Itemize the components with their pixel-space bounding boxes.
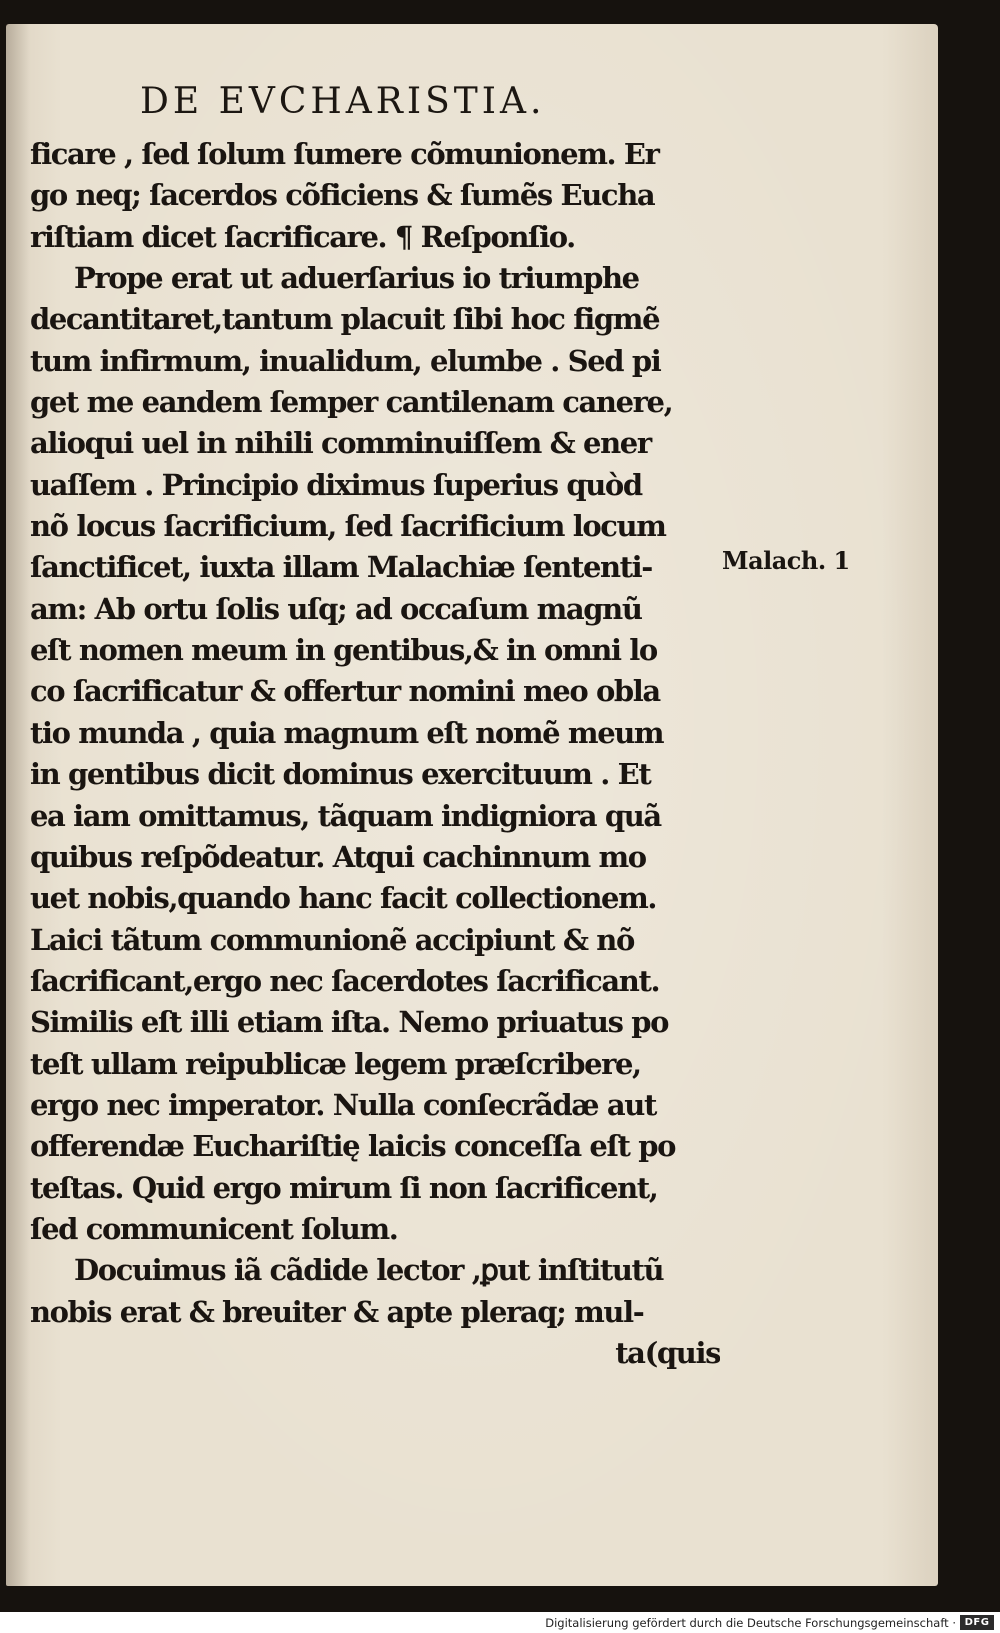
text-line: Docuimus iã cãdide lector ,ꝑut inſtitutũ [74, 1253, 664, 1288]
text-line: eſt nomen meum in gentibus,& in omni lo [30, 633, 657, 668]
digitization-credit: Digitalisierung gefördert durch die Deutsche Forschungsgemeinschaft · [545, 1616, 956, 1630]
text-line: co ſacrificatur & offertur nomini meo obla [30, 674, 660, 709]
text-line: Laici tãtum communionẽ accipiunt & nõ [30, 922, 634, 957]
text-line: Similis eſt illi etiam iſta. Nemo priuatus po [30, 1005, 669, 1040]
text-line: uet nobis,quando hanc facit collectionem. [30, 881, 657, 916]
text-line: alioqui uel in nihili comminuiſſem & ener [30, 426, 651, 461]
text-line: Prope erat ut aduerſarius io triumphe [74, 261, 639, 296]
text-line: tio munda , quia magnum eſt nomẽ meum [30, 715, 664, 750]
text-line: teſtas. Quid ergo mirum ſi non ſacrificent, [30, 1170, 658, 1205]
body-text [30, 134, 720, 1374]
text-line: ficare , ſed ſolum ſumere cõmunionem. Er [30, 137, 659, 171]
text-line: ea iam omittamus, tãquam indigniora quã [30, 798, 661, 833]
text-line: teſt ullam reipublicæ legem præſcribere, [30, 1046, 641, 1081]
text-line: nõ locus ſacrificium, ſed ſacrificium locum [30, 509, 666, 544]
text-line: go neq; ſacerdos cõficiens & ſumẽs Eucha [30, 178, 655, 213]
text-line: offerendæ Euchariſtię laicis conceſſa eſt po [30, 1129, 676, 1164]
text-line: ſed communicent ſolum. [30, 1211, 398, 1246]
text-line: tum infirmum, inualidum, elumbe . Sed pi [30, 343, 661, 378]
text-line: get me eandem ſemper cantilenam canere, [30, 385, 673, 420]
page-gutter-shadow [6, 24, 30, 1586]
text-line: riſtiam dicet ſacrificare. ¶ Reſponſio. [30, 219, 575, 254]
marginal-note: Malach. 1 [722, 546, 850, 575]
text-line: ſacrificant,ergo nec ſacerdotes ſacrificant. [30, 963, 660, 998]
text-line: am: Ab ortu ſolis uſq; ad occaſum magnũ [30, 591, 642, 626]
text-line: decantitaret,tantum placuit ſibi hoc figmẽ [30, 302, 660, 337]
text-line: in gentibus dicit dominus exercituum . Et [30, 757, 651, 792]
catchword: ta(quis [615, 1335, 720, 1370]
text-line: nobis erat & breuiter & apte pleraq; mul- [30, 1294, 644, 1329]
text-line: uaſſem . Principio diximus ſuperius quòd [30, 467, 642, 502]
text-line: ergo nec imperator. Nulla conſecrãdæ aut [30, 1087, 656, 1122]
dfg-logo: DFG [960, 1615, 994, 1630]
text-line: ſanctificet, iuxta illam Malachiæ ſententi- [30, 550, 652, 585]
running-head: DE EVCHARISTIA. [140, 81, 546, 122]
text-line: quibus reſpõdeatur. Atqui cachinnum mo [30, 839, 646, 874]
